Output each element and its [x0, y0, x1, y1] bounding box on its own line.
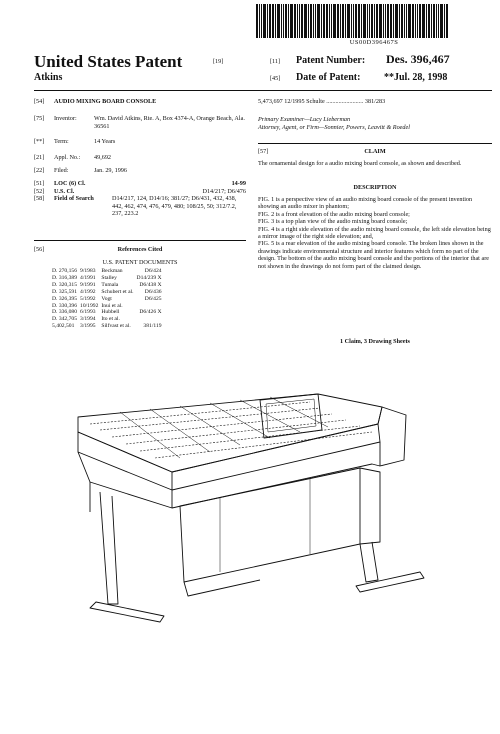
barcode-bar — [310, 4, 312, 38]
primary-examiner: Primary Examiner—Lucy Lieberman — [258, 116, 351, 123]
reference-row — [52, 268, 165, 275]
date-label: Date of Patent: — [296, 72, 361, 83]
barcode-bar — [401, 4, 403, 38]
inventor-surname: Atkins — [34, 72, 63, 83]
barcode-bar — [363, 4, 366, 38]
references-heading: References Cited — [117, 246, 163, 253]
barcode-bar — [267, 4, 268, 38]
field-inventor: [75] Inventor: Wm. David Atkins, Rte. A, Box 4374-A, Orange Beach, Ala. 36561 — [34, 115, 245, 130]
barcode-bar — [290, 4, 293, 38]
barcode-bar — [329, 4, 330, 38]
reference-name: Ito et al. — [101, 316, 120, 323]
barcode-bar — [390, 4, 392, 38]
claim-text: The ornamental design for a audio mixing board console, as shown and described. — [258, 160, 462, 167]
description-paragraph: FIG. 4 is a right side elevation of the audio mixing board console, the left side elevation being a mirror image of the right side elevation; and, — [258, 225, 491, 241]
barcode-bar — [317, 4, 320, 38]
barcode-bar — [263, 4, 266, 38]
console-foot — [90, 602, 164, 622]
reference-date: 3/1994 — [80, 316, 96, 323]
date-of-patent: **Jul. 28, 1998 — [384, 72, 448, 83]
barcode-bar — [419, 4, 421, 38]
barcode-bar — [321, 4, 322, 38]
reference-name: Inui et al. — [101, 302, 123, 309]
console-top-surface — [78, 394, 382, 472]
barcode-bar — [361, 4, 362, 38]
barcode-bar — [426, 4, 427, 38]
field-search: [58] Field of Search D14/217, 124, D14/16; 381/27; D6/431, 432, 438, 442, 462, 474, 476, 479, 480; 108/25, 50; 312/7.2, 237, 223.2 — [34, 195, 237, 218]
barcode-bar — [438, 4, 439, 38]
barcode-bar — [383, 4, 384, 38]
reference-date: 4/1992 — [80, 288, 96, 295]
barcode-bar — [428, 4, 430, 38]
barcode-bar — [342, 4, 344, 38]
console-drawing — [60, 372, 460, 642]
barcode-bar — [369, 4, 370, 38]
barcode-bar — [351, 4, 352, 38]
reference-row — [52, 289, 165, 296]
barcode-bar — [315, 4, 316, 38]
field-appl-no: [21] Appl. No.: 49,692 — [34, 153, 112, 161]
mixer-phantom — [90, 402, 372, 458]
description-paragraph: FIG. 3 is a top plan view of the audio mixing board console; — [258, 218, 408, 226]
reference-class: 381/119 — [143, 323, 162, 330]
barcode-bar — [285, 4, 287, 38]
barcode-bar — [379, 4, 382, 38]
console-side-panel — [378, 407, 406, 466]
description-paragraph: FIG. 1 is a perspective view of an audio mixing board console of the present invention showing an audio mixer in phantom; — [258, 196, 473, 211]
barcode-bar — [277, 4, 280, 38]
reference-number: 5,402,501 — [52, 323, 75, 330]
patent-number: Des. 396,467 — [386, 52, 450, 66]
date-code: [45] — [270, 75, 281, 82]
barcode-bar — [304, 4, 307, 38]
console-right-leg — [360, 542, 378, 582]
reference-number: D. 325,591 — [52, 288, 78, 295]
barcode-bar — [337, 4, 339, 38]
barcode-bar — [313, 4, 314, 38]
bibliographic-fields — [34, 98, 246, 217]
reference-name: Silfvast et al. — [101, 323, 131, 330]
reference-row — [52, 309, 165, 316]
field-filed: [22] Filed: Jan. 29, 1996 — [34, 167, 127, 175]
reference-row — [52, 303, 165, 310]
references-table — [52, 268, 165, 330]
barcode — [256, 4, 492, 38]
barcode-bar — [367, 4, 368, 38]
barcode-bar — [275, 4, 276, 38]
barcode-bar — [347, 4, 350, 38]
header-rule — [34, 90, 492, 91]
barcode-bar — [406, 4, 407, 38]
barcode-bar — [399, 4, 400, 38]
reference-number: D. 336,080 — [52, 309, 78, 316]
barcode-bar — [340, 4, 341, 38]
reference-name: Stalley — [101, 274, 117, 281]
reference-class: D6/424 — [144, 268, 162, 274]
reference-class — [137, 303, 165, 310]
claims-summary: 1 Claim, 3 Drawing Sheets — [340, 338, 410, 345]
barcode-bar — [269, 4, 271, 38]
description-body — [258, 196, 492, 270]
barcode-bar — [433, 4, 435, 38]
barcode-bar — [261, 4, 262, 38]
barcode-bar — [323, 4, 325, 38]
description-paragraph: FIG. 5 is a rear elevation of the audio mixing board console. The broken lines shown in the drawings indicate environmental structure and interior features which form no part of the design. The bottom of the audio mixing board console and the portions of the interior that are not shown in the drawings do not form part of the claimed design. — [258, 240, 490, 270]
reference-number: D. 320,315 — [52, 281, 78, 288]
barcode-bar — [355, 4, 357, 38]
barcode-bar — [353, 4, 354, 38]
barcode-bar — [333, 4, 336, 38]
reference-number: D. 316,389 — [52, 274, 78, 281]
barcode-bar — [417, 4, 418, 38]
barcode-bar — [440, 4, 443, 38]
reference-number: D. 326,395 — [52, 295, 78, 302]
claim-heading: CLAIM — [364, 148, 386, 155]
barcode-bar — [395, 4, 398, 38]
barcode-number: US00D396467S — [349, 39, 399, 46]
patent-title: United States Patent — [34, 52, 183, 71]
barcode-bar — [436, 4, 437, 38]
barcode-bar — [408, 4, 411, 38]
reference-name: Vogt — [101, 295, 112, 302]
reference-row — [52, 282, 165, 289]
reference-number: D. 270,156 — [52, 268, 78, 274]
reference-date: 4/1991 — [80, 274, 96, 281]
title-code: [19] — [213, 58, 224, 65]
barcode-bar — [308, 4, 309, 38]
reference-class: D6/436 — [144, 288, 162, 295]
reference-class: D6/438 X — [139, 281, 162, 288]
console-front-apron — [78, 452, 172, 508]
reference-date: 10/1992 — [80, 302, 99, 309]
field-term: [**] Term: 14 Years — [34, 138, 116, 146]
barcode-bar — [331, 4, 332, 38]
field-us-cl: [52] U.S. Cl. D14/217; D6/476 — [34, 187, 246, 195]
reference-row — [52, 323, 165, 330]
barcode-bar — [387, 4, 389, 38]
barcode-bar — [376, 4, 378, 38]
barcode-bar — [345, 4, 346, 38]
references-table-wrap — [52, 268, 165, 330]
barcode-bar — [404, 4, 405, 38]
reference-row — [52, 275, 165, 282]
attorney: Attorney, Agent, or Firm—Sonnier, Powers, Leavitt & Roedel — [258, 124, 410, 131]
barcode-bar — [294, 4, 296, 38]
barcode-bar — [299, 4, 300, 38]
barcode-bar — [259, 4, 260, 38]
barcode-bar — [288, 4, 289, 38]
barcode-bar — [326, 4, 328, 38]
reference-name: Schubert et al. — [101, 288, 134, 295]
reference-date: 5/1992 — [80, 295, 96, 302]
reference-name: Hubbell — [101, 309, 120, 316]
references-rule — [34, 240, 246, 241]
reference-date: 9/1991 — [80, 281, 96, 288]
barcode-bar — [272, 4, 274, 38]
claim-rule — [258, 143, 492, 144]
field-title: [54] AUDIO MIXING BOARD CONSOLE — [34, 98, 157, 105]
description-heading: DESCRIPTION — [353, 184, 397, 191]
top-right-reference: 5,473,697 12/1995 Schulte ........................ 381/283 — [258, 98, 386, 105]
barcode-bar — [415, 4, 416, 38]
barcode-bar — [374, 4, 375, 38]
barcode-bar — [256, 4, 258, 38]
barcode-bar — [412, 4, 414, 38]
barcode-bar — [301, 4, 303, 38]
console-left-leg — [100, 492, 118, 604]
reference-number: D. 342,705 — [52, 316, 78, 323]
barcode-bar — [393, 4, 394, 38]
description-paragraph: FIG. 2 is a front elevation of the audio mixing board console; — [258, 210, 410, 218]
reference-number: D. 330,396 — [52, 302, 78, 309]
claim-code: [57] — [258, 148, 269, 155]
console-base-cabinet — [180, 468, 360, 582]
barcode-bar — [283, 4, 284, 38]
patent-number-label: Patent Number: — [296, 55, 366, 66]
barcode-bar — [444, 4, 445, 38]
reference-date: 6/1993 — [80, 309, 96, 316]
reference-name: Tumala — [101, 281, 119, 288]
reference-date: 3/1995 — [80, 323, 96, 330]
field-loc: [51] LOC (6) Cl. 14-99 — [34, 180, 246, 188]
barcode-bar — [422, 4, 425, 38]
references-code: [56] — [34, 246, 45, 253]
reference-class — [137, 316, 165, 323]
patent-number-code: [11] — [270, 58, 281, 65]
reference-class: D14/239 X — [136, 274, 162, 281]
barcode-bar — [431, 4, 432, 38]
reference-class: D6/425 — [144, 295, 162, 302]
barcode-bar — [446, 4, 448, 38]
barcode-bar — [371, 4, 373, 38]
barcode-bar — [358, 4, 360, 38]
barcode-bar — [385, 4, 386, 38]
barcode-bar — [297, 4, 298, 38]
references-subheading: U.S. PATENT DOCUMENTS — [102, 259, 178, 266]
reference-class: D6/426 X — [139, 309, 162, 316]
reference-row — [52, 296, 165, 303]
reference-date: 9/1983 — [80, 268, 96, 274]
meter-bridge — [260, 394, 322, 438]
reference-name: Beckman — [101, 268, 123, 274]
barcode-bar — [281, 4, 282, 38]
